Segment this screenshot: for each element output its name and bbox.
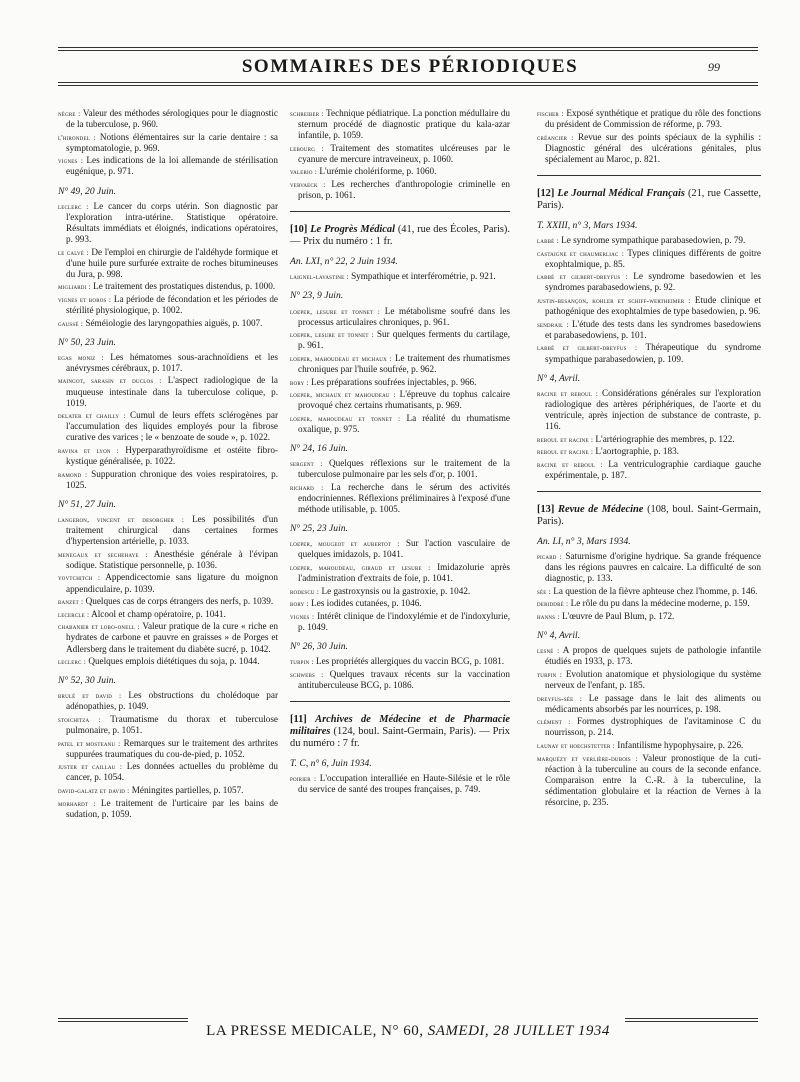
article-entry: [58, 294, 278, 316]
article-title: Les possibilités d'un traitement chirurgical dans certaines formes d'hypertension artérielle, p. 1033.: [66, 514, 278, 547]
article-author: schreiber :: [290, 109, 324, 118]
article-author: sée :: [537, 586, 551, 596]
article-entry: [290, 389, 510, 411]
article-author: créancier :: [537, 132, 574, 142]
article-entry: [537, 459, 761, 481]
article-entry: [58, 596, 278, 607]
article-entry: [537, 693, 761, 715]
article-entry: [537, 319, 761, 341]
issue-heading: An. LXI, n° 22, 2 Juin 1934.: [290, 256, 398, 268]
article-title: A propos de quelques sujets de pathologie infantile étudiés en 1933, p. 173.: [545, 645, 761, 667]
article-entry: [537, 434, 761, 445]
article-author: castaigne et chaumerliac :: [537, 248, 625, 258]
article-title: Sur quelques ferments du cartilage, p. 961.: [298, 329, 511, 351]
issue-heading: An. LI, n° 3, Mars 1934.: [537, 535, 631, 547]
article-title: Evolution anatomique et physiologique du système nerveux de l'enfant, p. 185.: [545, 668, 761, 690]
article-title: Formes dystrophiques de l'avitaminose C du nourrisson, p. 214.: [545, 716, 761, 738]
article-entry: [537, 132, 761, 165]
journal-details: (41, rue des Écoles, Paris). — Prix du numéro : 1 fr.: [290, 224, 510, 248]
article-entry: [537, 342, 761, 364]
page-title: SOMMAIRES DES PÉRIODIQUES: [241, 56, 579, 77]
article-title: Les propriétés allergiques du vaccin BCG, p. 1081.: [313, 656, 505, 667]
footer-rule-top: [58, 1018, 188, 1019]
article-author: ramond :: [58, 469, 88, 479]
column-1: [58, 108, 278, 821]
article-author: loeper, michaux et mahoudeau :: [290, 390, 396, 400]
issue-heading: N° 4, Avril.: [537, 372, 581, 384]
article-entry: [58, 445, 278, 467]
article-author: labbé :: [537, 236, 559, 246]
journal-heading: [537, 504, 761, 528]
article-title: Remarques sur le traitement des arthrites suppurées traumatiques du cou-de-pied, p. 1052.: [66, 737, 278, 759]
article-title: Le rôle du pu dans la médecine moderne, p. 159.: [568, 598, 750, 609]
article-author: delater et chailly :: [58, 411, 126, 421]
article-title: L'aspect radiologique de la muqueuse intestinale dans la tuberculose colique, p. 1019.: [66, 375, 278, 408]
article-title: La recherche dans le sérum des activités endocriniennes. Réflexions préliminaires à l'exposé d'une méthode utilisable, p. 1005.: [298, 481, 511, 515]
article-entry: [290, 179, 510, 201]
section-separator: [290, 701, 510, 702]
journal-number: [12]: [537, 187, 555, 199]
article-entry: [537, 645, 761, 667]
article-entry: [58, 690, 278, 712]
article-author: turpin :: [290, 657, 314, 667]
issue-heading: N° 25, 23 Juin.: [290, 523, 348, 535]
article-author: migliardi :: [58, 282, 91, 292]
article-title: Technique pédiatrique. La ponction médullaire du sternum procédé de diagnostic pratique du kala-azar infantile, p. 1059.: [298, 108, 511, 141]
article-author: vignes :: [290, 611, 315, 621]
article-title: Cumul de leurs effets sclérogènes par l'accumulation des liquides employés pour la fibrose curative des varices ; le « benzoate de soude », p. 1022.: [66, 410, 278, 443]
article-entry: [58, 609, 278, 620]
article-author: reboul et racine :: [537, 434, 594, 444]
issue-heading: N° 52, 30 Juin.: [58, 675, 116, 687]
article-author: racine et reboul :: [537, 459, 603, 469]
article-entry: [58, 785, 278, 796]
article-author: loeper, lesure et tonnet :: [290, 330, 374, 340]
article-author: racine et reboul :: [537, 388, 599, 398]
article-entry: [537, 108, 761, 130]
header-rule-top: [58, 47, 758, 48]
article-title: Le syndrome sympathique parabasedowien, p. 79.: [558, 235, 746, 246]
article-author: sendrail :: [537, 319, 569, 329]
article-entry: [537, 248, 761, 270]
article-author: vignes et boros :: [58, 294, 112, 304]
article-entry: [537, 295, 761, 317]
article-title: L'aortographie, p. 183.: [593, 446, 679, 457]
article-author: nègre :: [58, 109, 81, 118]
article-entry: [290, 329, 510, 351]
article-author: leclerc :: [58, 201, 89, 211]
article-title: Exposé synthétique et pratique du rôle des fonctions du président de Commission de réforme, p. 793.: [545, 108, 761, 130]
article-title: Anesthésie générale à l'évipan sodique. Statistique personnelle, p. 1036.: [66, 548, 278, 570]
article-title: Séméiologie des laryngopathies aiguës, p. 1007.: [83, 317, 263, 328]
article-title: Le cancer du corps utérin. Son diagnostic par l'exploration intra-utérine. Statistique opératoire. Résultats immédiats et éloignés, indications opératoires, p. 993.: [66, 200, 278, 244]
article-entry: [58, 410, 278, 443]
journal-details: (21, rue Cassette, Paris).: [537, 187, 761, 211]
article-title: Les recherches d'anthropologie criminelle en prison, p. 1061.: [298, 179, 511, 201]
article-entry: [290, 353, 510, 375]
section-separator: [290, 211, 510, 212]
article-title: Types cliniques différents de goitre exophtalmique, p. 85.: [545, 247, 761, 269]
article-entry: [58, 247, 278, 280]
article-author: marquézy et verlière-dubois :: [537, 753, 638, 763]
article-entry: [537, 235, 761, 246]
article-entry: [58, 469, 278, 491]
footer-rule-top-4: [625, 1021, 758, 1022]
header-rule-top-2: [58, 50, 758, 51]
article-entry: [537, 551, 761, 584]
article-title: Le traitement de l'urticaire par les bains de sudation, p. 1059.: [66, 797, 278, 819]
article-title: Traitement des stomatites ulcéreuses par le cyanure de mercure intraveineux, p. 1060.: [298, 142, 510, 164]
article-entry: [58, 761, 278, 783]
article-entry: [290, 538, 510, 560]
article-entry: [58, 108, 278, 130]
article-entry: [537, 753, 761, 808]
article-title: Quelques réflexions sur le traitement de la tuberculose pulmonaire par les sels d'or, p. 1001.: [298, 458, 510, 480]
article-author: fischer :: [537, 109, 564, 118]
article-title: Quelques cas de corps étrangers des nerfs, p. 1039.: [83, 596, 274, 607]
article-title: Revue sur des points spéciaux de la syphilis : Diagnostic général des ulcérations génitales, plus spécialement au Maroc, p. 821.: [545, 131, 761, 164]
issue-heading: N° 23, 9 Juin.: [290, 290, 344, 302]
article-author: rodescu :: [290, 586, 320, 596]
article-author: vignes :: [58, 156, 84, 166]
article-author: brulé et david :: [58, 691, 122, 701]
issue-heading: N° 49, 20 Juin.: [58, 185, 116, 197]
article-title: Les préparations soufrées injectables, p. 966.: [308, 376, 477, 387]
article-entry: [290, 377, 510, 388]
article-author: lecercle :: [58, 609, 90, 619]
article-title: Valeur pronostique de la cuti-réaction à la tuberculine au cours de la seconde enfance. Comparaison entre la C.-R. à la tuberculine, la sédimentation globulaire et la réaction de Vernes à la résorcine, p. 235.: [545, 752, 761, 807]
section-separator: [537, 175, 761, 176]
article-title: Les données actuelles du problème du cancer, p. 1054.: [66, 761, 278, 783]
article-title: Le gastroxynsis ou la gastroxie, p. 1042.: [319, 585, 471, 596]
article-entry: [58, 656, 278, 667]
header-rule-bottom: [58, 82, 758, 83]
article-author: reboul et racine :: [537, 447, 594, 457]
article-author: poirier :: [290, 773, 317, 783]
article-author: schwebs :: [290, 669, 324, 679]
article-author: egas moniz :: [58, 352, 104, 362]
article-author: le calvé :: [58, 247, 89, 257]
article-title: Valeur des méthodes sérologiques pour le diagnostic de la tuberculose, p. 960.: [66, 108, 278, 130]
article-entry: [537, 271, 761, 293]
article-title: De l'emploi en chirurgie de l'aldéhyde formique et d'une huile pure surfurée extraite de roches bitumineuses du Jura, p. 998.: [66, 246, 278, 279]
article-title: Quelques emplois diététiques du soja, p. 1044.: [86, 656, 260, 667]
article-entry: [290, 166, 510, 177]
article-entry: [58, 514, 278, 547]
article-title: Sympathique et interférométrie, p. 921.: [348, 271, 496, 282]
article-entry: [58, 798, 278, 820]
article-title: Valeur pratique de la cure « riche en hydrates de carbone et pauvre en graisses » de Porges et Adlersberg dans le traitement du diabète sucré, p. 1042.: [66, 621, 278, 654]
article-title: Les indications de la loi allemande de stérilisation eugénique, p. 971.: [66, 155, 278, 177]
journal-number: [11]: [290, 713, 307, 725]
article-title: Suppuration chronique des voies respiratoires, p. 1025.: [66, 468, 278, 490]
issue-heading: N° 51, 27 Juin.: [58, 498, 116, 510]
article-author: loeper, mougeot et aubertot :: [290, 539, 400, 549]
article-title: Méningites partielles, p. 1057.: [129, 785, 244, 796]
journal-name: Archives de Médecine et de Pharmacie militaires: [290, 713, 510, 737]
article-title: L'occupation interalliée en Haute-Silésie et le rôle du service de santé des troupes françaises, p. 749.: [298, 772, 510, 795]
footer-date: SAMEDI, 28 JUILLET 1934: [427, 1023, 610, 1039]
journal-details: (124, boul. Saint-Germain, Paris). — Prix du numéro : 7 fr.: [290, 725, 510, 749]
article-author: chabanier et lobo-onell :: [58, 622, 140, 632]
article-title: Le traitement des prostatiques distendus, p. 1000.: [90, 281, 276, 292]
article-entry: [58, 621, 278, 654]
article-entry: [537, 611, 761, 622]
article-entry: [58, 714, 278, 736]
article-author: patel et mosteanu :: [58, 738, 121, 748]
article-entry: [58, 352, 278, 374]
article-entry: [290, 598, 510, 609]
journal-number: [10]: [290, 224, 308, 236]
article-author: vervaeck :: [290, 180, 326, 190]
article-entry: [537, 669, 761, 691]
article-title: L'épreuve du tophus calcaire provoqué chez certains rhumatisants, p. 969.: [298, 389, 511, 411]
article-title: Thérapeutique du syndrome sympathique parabasedowien, p. 109.: [545, 342, 762, 364]
article-title: La période de fécondation et les périodes de stérilité physiologique, p. 1002.: [66, 293, 278, 315]
article-author: richard :: [290, 482, 324, 492]
article-entry: [537, 446, 761, 457]
article-title: Saturnisme d'origine hydrique. Sa grande fréquence dans les régions pauvres en calcaire. La difficulté de son diagnostic, p. 133.: [545, 551, 761, 584]
article-author: lesné :: [537, 646, 560, 656]
article-entry: [537, 740, 761, 751]
article-entry: [290, 108, 510, 141]
article-title: Quelques travaux récents sur la vaccination antituberculeuse BCG, p. 1086.: [298, 668, 510, 690]
article-author: gaussé :: [58, 318, 84, 328]
article-entry: [290, 562, 510, 584]
article-entry: [58, 549, 278, 571]
article-title: L'artériographie des membres, p. 122.: [593, 433, 735, 444]
article-title: Alcool et champ opératoire, p. 1041.: [89, 608, 226, 619]
header-rule-bottom-2: [58, 85, 758, 86]
issue-heading: N° 26, 30 Juin.: [290, 640, 348, 652]
article-title: L'étude des tests dans les syndromes basedowiens et parabasedowiens, p. 101.: [545, 318, 761, 340]
article-title: Intérêt clinique de l'indoxylémie et de l'indoxylurie, p. 1049.: [298, 610, 510, 632]
footer: [58, 1023, 758, 1040]
article-author: stoichitza :: [58, 715, 101, 724]
article-author: sergent :: [290, 459, 323, 469]
article-author: valerio :: [290, 167, 318, 177]
article-entry: [537, 586, 761, 597]
article-author: loeper, mahoudeau et michaux :: [290, 353, 392, 363]
article-title: Le métabolisme soufré dans les processus articulaires chroniques, p. 961.: [298, 305, 510, 327]
article-entry: [537, 716, 761, 738]
article-author: loeper, mahoudeau, giraud et lesure :: [290, 562, 431, 572]
article-title: Les hématomes sous-arachnoïdiens et les anévrysmes cérébraux, p. 1017.: [66, 351, 278, 373]
journal-name: Le Journal Médical Français: [557, 187, 685, 199]
article-entry: [537, 388, 761, 432]
article-author: loeper, mahoudeau et tonnet :: [290, 413, 401, 423]
article-entry: [290, 586, 510, 597]
article-author: leclerc :: [58, 657, 87, 667]
article-entry: [290, 413, 510, 435]
article-entry: [58, 132, 278, 154]
article-title: Considérations générales sur l'exploration radiologique des artères périphériques, de l'aorte et du ventricule, après injection de substance de contraste, p. 116.: [545, 387, 761, 431]
article-title: Appendicectomie sans ligature du moignon appendiculaire, p. 1039.: [66, 572, 278, 594]
article-author: debiddré :: [537, 599, 569, 609]
article-title: Le syndrome basedowien et les syndromes parabasedowiens, p. 92.: [545, 271, 761, 293]
column-2: [290, 108, 510, 797]
article-title: Etude clinique et pathogénique des exophtalmies de type basedowien, p. 96.: [545, 295, 762, 317]
issue-heading: N° 24, 16 Juin.: [290, 443, 348, 455]
article-entry: [58, 281, 278, 292]
article-entry: [58, 155, 278, 177]
article-author: justin-besançon, kohler et schiff-wertheimer :: [537, 296, 691, 306]
article-title: La question de la fièvre aphteuse chez l'homme, p. 146.: [550, 585, 758, 596]
article-author: labbé et gilbert-dreyfus :: [537, 343, 638, 353]
journal-heading: [290, 714, 510, 750]
issue-heading: N° 4, Avril.: [537, 630, 581, 642]
article-entry: [58, 375, 278, 408]
article-author: bory :: [290, 599, 309, 609]
article-entry: [58, 572, 278, 594]
article-entry: [58, 318, 278, 329]
article-title: Le traitement des rhumatismes chroniques par l'huile soufrée, p. 962.: [298, 352, 510, 374]
article-entry: [290, 773, 510, 795]
article-title: Hyperparathyroïdisme et ostéite fibro-kystique généralisée, p. 1022.: [66, 445, 278, 467]
article-author: david-galatz et david :: [58, 786, 130, 796]
article-author: launay et hoechstetter :: [537, 740, 615, 750]
article-author: loeper, lesure et tonnet :: [290, 306, 381, 316]
journal-heading: [290, 224, 510, 248]
article-entry: [537, 598, 761, 609]
issue-heading: T. C, n° 6, Juin 1934.: [290, 757, 372, 769]
article-entry: [290, 482, 510, 515]
article-author: dreyfus-sée :: [537, 693, 583, 703]
journal-number: [13]: [537, 503, 555, 515]
journal-name: Le Progrès Médical: [310, 224, 395, 236]
article-title: L'urémie cholériforme, p. 1060.: [317, 166, 437, 177]
article-entry: [290, 611, 510, 633]
article-title: Notions élémentaires sur la carie dentaire : sa symptomatologie, p. 969.: [66, 131, 278, 153]
article-author: menegaux et sechehaye :: [58, 549, 148, 559]
article-entry: [58, 738, 278, 760]
footer-rule-top-2: [58, 1021, 188, 1022]
article-author: clément :: [537, 717, 571, 727]
journal-details: (108, boul. Saint-Germain, Paris).: [537, 503, 761, 527]
issue-heading: T. XXIII, n° 3, Mars 1934.: [537, 219, 638, 231]
article-entry: [290, 458, 510, 480]
article-entry: [290, 656, 510, 667]
article-title: Les obstructions du cholédoque par adénopathies, p. 1049.: [66, 690, 279, 712]
article-entry: [290, 143, 510, 165]
article-author: picard :: [537, 552, 562, 562]
article-author: maingot, sarasin et duclos :: [58, 376, 162, 386]
footer-rule-top-3: [625, 1018, 758, 1019]
issue-heading: N° 50, 23 Juin.: [58, 336, 116, 348]
journal-heading: [537, 188, 761, 212]
article-title: Traumatisme du thorax et tuberculose pulmonaire, p. 1051.: [66, 714, 278, 736]
footer-journal: LA PRESSE MEDICALE, N° 60,: [206, 1023, 424, 1039]
article-author: langeron, vincent et desorgher :: [58, 515, 185, 524]
article-author: hanns :: [537, 612, 560, 621]
article-title: Les iodides cutanées, p. 1046.: [308, 598, 422, 609]
article-entry: [290, 306, 510, 328]
article-author: l'hirondel :: [58, 132, 96, 142]
article-author: lebourg :: [290, 143, 324, 153]
article-title: Sur l'action vasculaire de quelques imidazols, p. 1041.: [298, 538, 510, 560]
journal-name: Revue de Médecine: [558, 503, 644, 515]
article-author: yovtchitch :: [58, 573, 101, 583]
article-entry: [290, 669, 510, 691]
article-author: laignel-lavastine :: [290, 272, 349, 282]
article-entry: [58, 201, 278, 245]
article-author: bory :: [290, 377, 309, 387]
article-author: ravina et lyon :: [58, 446, 119, 456]
article-author: morhardt :: [58, 798, 96, 808]
article-title: La ventriculographie cardiaque gauche expérimentale, p. 187.: [545, 458, 761, 480]
article-author: labbé et gilbert-dreyfus :: [537, 272, 628, 282]
article-title: Le passage dans le lait des aliments ou médicaments absorbés par les nourrices, p. 198.: [545, 692, 761, 714]
page-number: 99: [708, 60, 720, 74]
article-title: L'œuvre de Paul Blum, p. 172.: [559, 611, 675, 621]
article-author: juster et caillau :: [58, 762, 123, 772]
section-separator: [537, 491, 761, 492]
column-3: [537, 108, 761, 810]
article-title: Imidazolurie après l'administration d'extraits de foie, p. 1041.: [298, 561, 511, 583]
article-entry: [290, 271, 510, 282]
article-author: turpin :: [537, 669, 563, 679]
article-author: banzet :: [58, 597, 84, 607]
article-title: Infantilisme hypophysaire, p. 226.: [614, 739, 744, 750]
article-title: La réalité du rhumatisme oxalique, p. 975.: [298, 412, 510, 434]
